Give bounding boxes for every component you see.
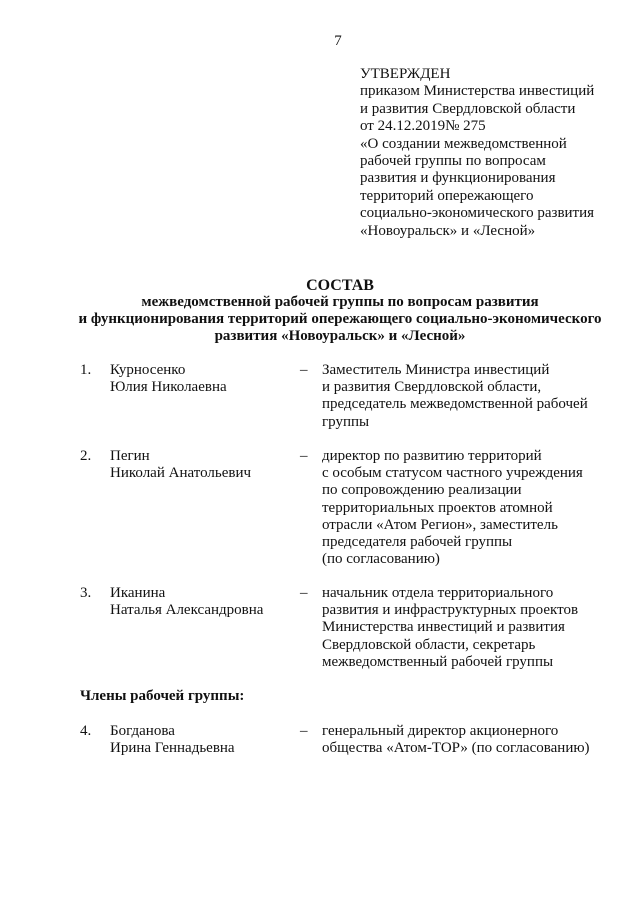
role-line: отрасли «Атом Регион», заместитель <box>322 516 558 533</box>
approval-line: рабочей группы по вопросам <box>360 153 546 170</box>
page-number: 7 <box>334 33 342 49</box>
approval-block <box>360 66 630 240</box>
entry-number: 1. <box>80 362 92 378</box>
approval-line: развития и функционирования <box>360 170 556 187</box>
separator-dash: – <box>300 723 308 739</box>
member-surname: Пегин <box>110 448 150 464</box>
role-line: директор по развитию территорий <box>322 448 542 464</box>
member-name <box>110 362 227 396</box>
document-title <box>40 277 640 345</box>
approval-line: «Новоуральск» и «Лесной» <box>360 222 536 239</box>
role-line: межведомственный рабочей группы <box>322 653 554 670</box>
entry-number: 3. <box>80 585 92 601</box>
member-surname: Курносенко <box>110 362 186 378</box>
approval-line: «О создании межведомственной <box>360 135 567 152</box>
approval-line: социально-экономического развития <box>360 205 595 222</box>
title-line: развития «Новоуральск» и «Лесной» <box>214 328 466 344</box>
entry-number: 2. <box>80 448 92 464</box>
role-line: председателя рабочей группы <box>322 534 513 551</box>
member-role <box>322 362 588 431</box>
role-line: развития и инфраструктурных проектов <box>322 602 579 619</box>
approval-line: от 24.12.2019№ 275 <box>360 118 486 135</box>
member-name <box>110 585 263 619</box>
member-given-names: Николай Анатольевич <box>110 465 252 482</box>
member-given-names: Юлия Николаевна <box>110 379 227 396</box>
approval-line: территорий опережающего <box>360 187 534 204</box>
title-line: межведомственной рабочей группы по вопросам развития <box>141 294 539 310</box>
member-name <box>110 448 251 482</box>
role-line: с особым статусом частного учреждения <box>322 465 583 482</box>
approval-heading: УТВЕРЖДЕН <box>360 66 451 82</box>
role-line: по сопровождению реализации <box>322 482 522 499</box>
members-section-heading: Члены рабочей группы: <box>80 688 245 704</box>
approval-line: и развития Свердловской области <box>360 100 576 117</box>
member-surname: Иканина <box>110 585 166 601</box>
member-role <box>322 585 578 671</box>
role-line: территориальных проектов атомной <box>322 499 553 516</box>
member-given-names: Ирина Геннадьевна <box>110 740 235 757</box>
role-line: группы <box>322 413 370 430</box>
entry-number: 4. <box>80 723 92 739</box>
member-role <box>322 448 583 568</box>
title-line: и функционирования территорий опережающего социально-экономического <box>78 311 602 327</box>
separator-dash: – <box>300 362 308 378</box>
member-surname: Богданова <box>110 723 175 739</box>
approval-line: приказом Министерства инвестиций <box>360 83 595 100</box>
role-line: Заместитель Министра инвестиций <box>322 362 550 378</box>
member-name <box>110 723 235 757</box>
separator-dash: – <box>300 585 308 601</box>
role-line: генеральный директор акционерного <box>322 723 559 739</box>
role-line: начальник отдела территориального <box>322 585 554 601</box>
title-heading: СОСТАВ <box>306 277 374 294</box>
role-line: Свердловской области, секретарь <box>322 636 536 653</box>
separator-dash: – <box>300 448 308 464</box>
member-role <box>322 723 590 757</box>
role-line: и развития Свердловской области, <box>322 379 542 396</box>
role-line: общества «Атом-ТОР» (по согласованию) <box>322 740 590 757</box>
role-line: председатель межведомственной рабочей <box>322 396 588 413</box>
role-line: (по согласованию) <box>322 551 440 568</box>
role-line: Министерства инвестиций и развития <box>322 619 565 636</box>
member-given-names: Наталья Александровна <box>110 602 264 619</box>
